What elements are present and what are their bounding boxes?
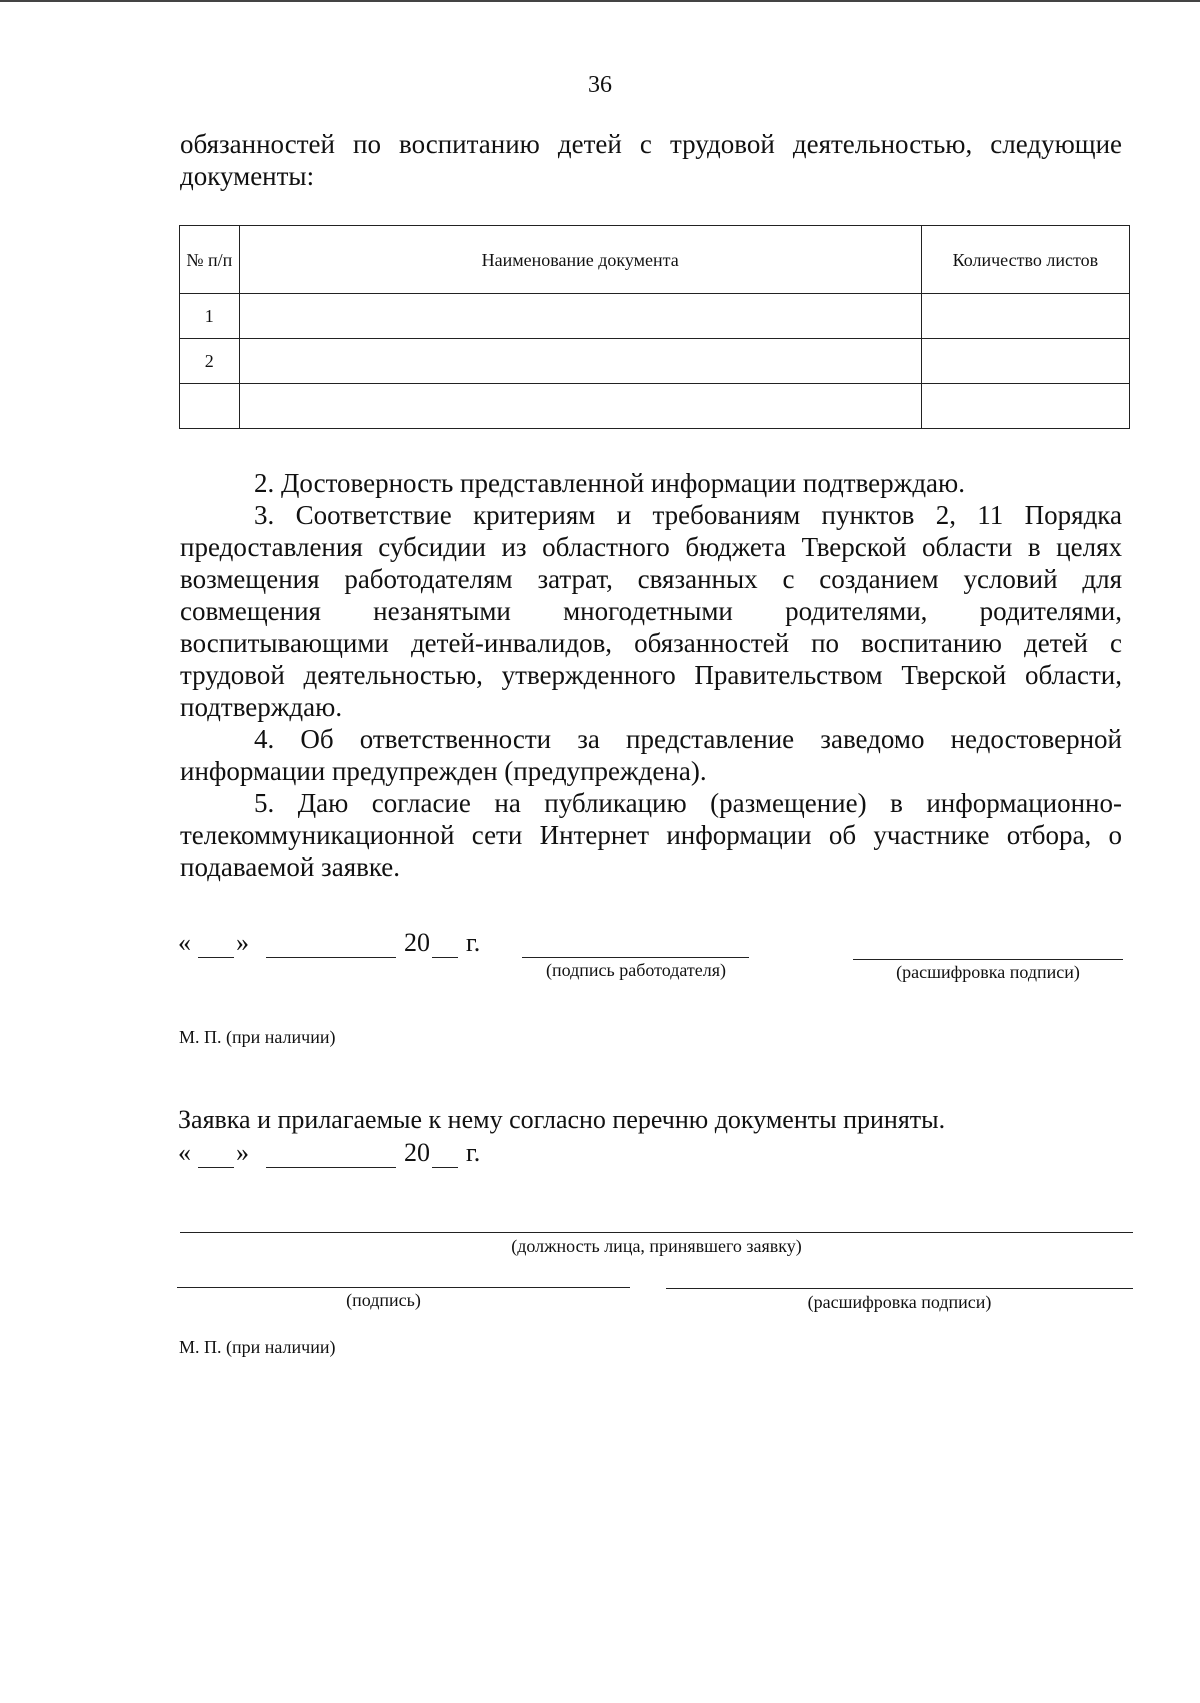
documents-table [179,225,1130,429]
acceptance-stamp-label: М. П. (при наличии) [179,1337,336,1357]
date-month-blank [266,957,396,958]
page-top-edge [0,0,1200,2]
acceptor-decoding-caption: (расшифровка подписи) [807,1292,992,1312]
acceptance-date-year-suffix: г. [466,1138,481,1167]
table-row [180,294,1130,339]
row-1-name [239,294,921,339]
row-2-name [239,339,921,384]
acceptance-date-close-quote: » [236,1138,249,1167]
paragraph-3-line: возмещения работодателям затрат, связанных с созданием условий для [180,564,1122,594]
acceptor-signature-line [177,1287,630,1288]
stamp-label: М. П. (при наличии) [179,1027,336,1047]
paragraphs-body [180,467,1122,883]
intro-line-1: обязанностей по воспитанию детей с трудовой деятельностью, следующие [180,129,1122,159]
paragraph-4-line: 4. Об ответственности за представление заведомо недостоверной [254,724,1122,754]
acceptance-date-year-prefix: 20 [404,1138,430,1167]
table-row [180,339,1130,384]
acceptor-decoding-line [666,1288,1133,1289]
page-number: 36 [588,72,612,98]
table-row [180,384,1130,429]
row-2-number: 2 [180,339,240,384]
employer-signature-line [522,957,749,958]
acceptance-text: Заявка и прилагаемые к нему согласно перечню документы приняты. [178,1105,946,1134]
row-1-number: 1 [180,294,240,339]
paragraph-3-line: совмещения незанятыми многодетными родителями, родителями, [180,596,1122,626]
paragraph-5-line: 5. Даю согласие на публикацию (размещение) в информационно- [254,788,1122,818]
date-year-suffix: г. [466,928,481,957]
paragraph-3-line: предоставления субсидии из областного бюджета Тверской области в целях [180,532,1122,562]
acceptance-date-day-blank [198,1167,234,1168]
date-open-quote: « [178,928,191,957]
row-3-number [180,384,240,429]
acceptor-signature-caption: (подпись) [346,1290,421,1310]
paragraph-5-line: подаваемой заявке. [180,852,401,882]
date-day-blank [198,957,234,958]
table-header-row [180,226,1130,294]
paragraph-4-line: информации предупрежден (предупреждена). [180,756,707,786]
employer-signature-caption: (подпись работодателя) [545,960,727,980]
row-3-count [921,384,1129,429]
row-3-name [239,384,921,429]
header-sheet-count: Количество листов [921,226,1129,294]
date-year-blank [432,957,458,958]
paragraph-5-line: телекоммуникационной сети Интернет информации об участнике отбора, о [180,820,1122,850]
position-caption: (должность лица, принявшего заявку) [511,1236,802,1256]
header-document-name: Наименование документа [239,226,921,294]
paragraph-3-line: трудовой деятельностью, утвержденного Правительством Тверской области, [180,660,1122,690]
paragraph-3-line: воспитывающими детей-инвалидов, обязанностей по воспитанию детей с [180,628,1122,658]
date-close-quote: » [236,928,249,957]
paragraph-3-line: подтверждаю. [180,692,343,722]
date-year-prefix: 20 [404,928,430,957]
paragraph-2: 2. Достоверность представленной информации подтверждаю. [254,468,965,498]
acceptance-date-month-blank [266,1167,396,1168]
row-2-count [921,339,1129,384]
header-number: № п/п [180,226,240,294]
acceptance-date-year-blank [432,1167,458,1168]
intro-line-2: документы: [180,161,315,191]
paragraph-3-line: 3. Соответствие критериям и требованиям пунктов 2, 11 Порядка [254,500,1122,530]
acceptance-date-open-quote: « [178,1138,191,1167]
employer-decoding-caption: (расшифровка подписи) [896,962,1080,982]
row-1-count [921,294,1129,339]
intro-text [180,128,1122,192]
employer-decoding-line [853,959,1123,960]
position-line [180,1232,1133,1233]
